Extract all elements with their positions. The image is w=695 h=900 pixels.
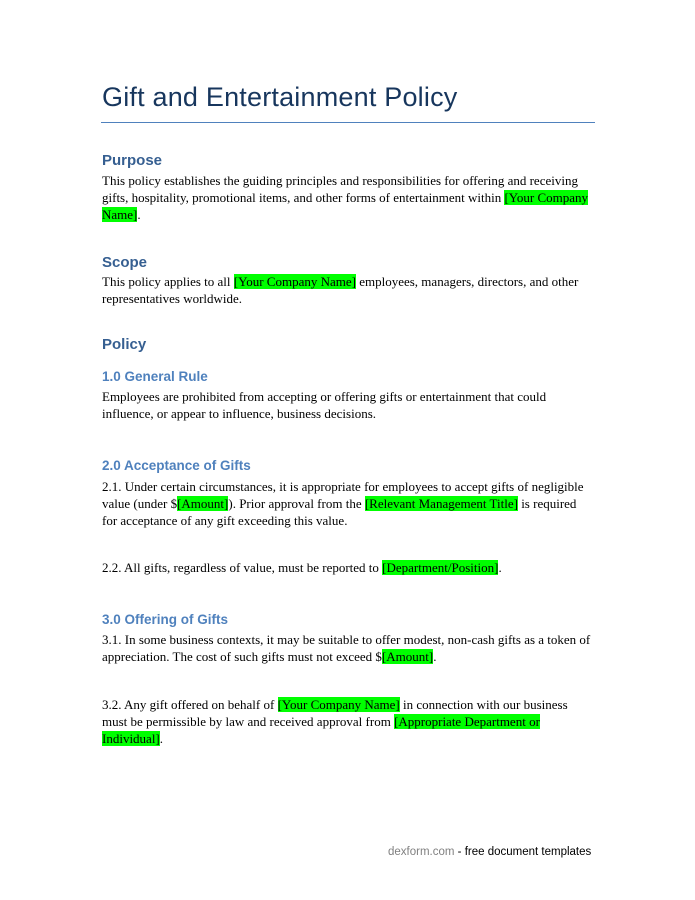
text: This policy applies to all: [102, 274, 234, 289]
heading-offering-of-gifts: 3.0 Offering of Gifts: [102, 612, 229, 627]
placeholder-company-name: [Your Company Name]: [233, 274, 356, 289]
text: .: [137, 207, 141, 222]
heading-policy: Policy: [102, 336, 147, 353]
text: .: [433, 649, 437, 664]
scope-paragraph: [102, 273, 594, 307]
text: 2.2. All gifts, regardless of value, must be reported to: [102, 560, 383, 575]
heading-scope: Scope: [102, 254, 148, 271]
text: .: [498, 560, 502, 575]
placeholder-approver: [Appropriate Department or Individual]: [102, 714, 540, 746]
placeholder-management-title: [Relevant Management Title]: [364, 496, 518, 511]
offering-paragraph-3-1: [102, 631, 594, 665]
footer: [388, 846, 591, 858]
placeholder-department-position: [Department/Position]: [382, 560, 499, 575]
text: employees, managers, directors, and other representatives worldwide.: [102, 274, 579, 306]
placeholder-amount: [Amount]: [381, 649, 434, 664]
heading-purpose: Purpose: [102, 152, 163, 169]
acceptance-paragraph-2-1: [102, 478, 594, 529]
text: is required for acceptance of any gift exceeding this value.: [102, 496, 577, 528]
text: This policy establishes the guiding principles and responsibilities for offering and receiving gifts, hospitality, promotional items, and other forms of entertainment within: [102, 173, 578, 205]
acceptance-paragraph-2-2: [102, 559, 594, 576]
heading-acceptance-of-gifts: 2.0 Acceptance of Gifts: [102, 458, 251, 473]
footer-tagline: - free document templates: [454, 846, 592, 858]
placeholder-company-name: [Your Company Name]: [102, 190, 589, 222]
text: 3.1. In some business contexts, it may be suitable to offer modest, non-cash gifts as a token of appreciation. The cost of such gifts must not exceed $: [102, 632, 591, 664]
placeholder-amount: [Amount]: [177, 496, 229, 511]
text: 3.2. Any gift offered on behalf of: [102, 697, 278, 712]
text: in connection with our business must be permissible by law and received approval from: [102, 697, 568, 729]
offering-paragraph-3-2: [102, 696, 594, 747]
document-title: Gift and Entertainment Policy: [102, 82, 458, 112]
text: 2.1. Under certain circumstances, it is appropriate for employees to accept gifts of negligible value (under $: [102, 479, 584, 511]
placeholder-company-name: [Your Company Name]: [277, 697, 400, 712]
general-rule-paragraph: Employees are prohibited from accepting or offering gifts or entertainment that could influence, or appear to influence, business decisions.: [102, 389, 547, 421]
text: ). Prior approval from the: [228, 496, 365, 511]
title-underline: [101, 122, 595, 123]
text: .: [159, 731, 164, 746]
footer-brand-link[interactable]: dexform.com: [388, 846, 455, 858]
heading-general-rule: 1.0 General Rule: [102, 369, 208, 384]
purpose-paragraph: [102, 172, 594, 223]
